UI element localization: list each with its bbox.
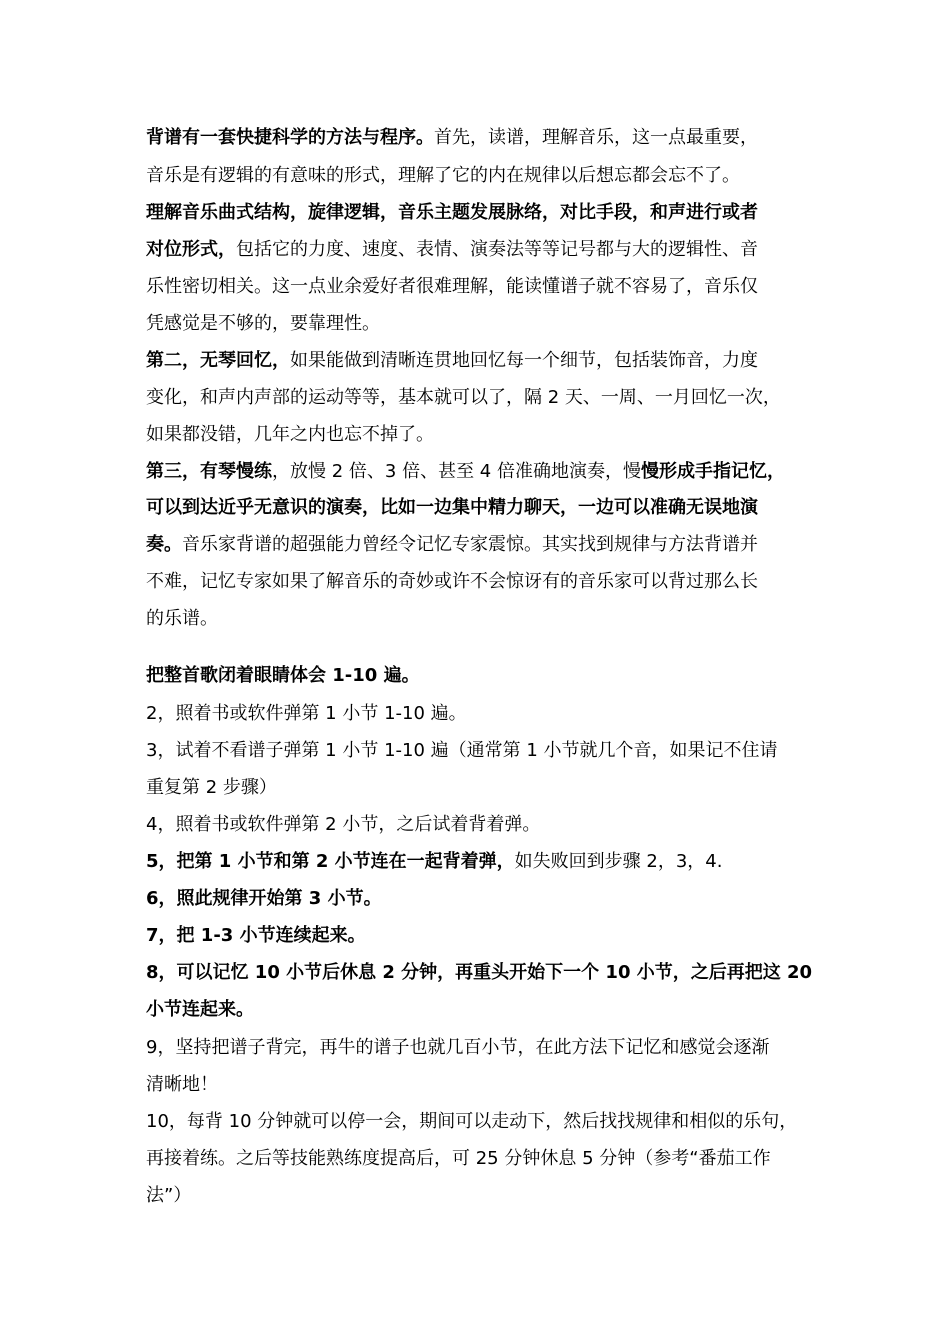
paragraph-line	[146, 533, 826, 557]
paragraph-line	[146, 349, 826, 373]
step-intro: 把整首歌闭着眼睛体会 1-10 遍。	[146, 665, 420, 686]
step-item-continued: 法”）	[146, 1185, 192, 1206]
bold-text: 对位形式，	[146, 239, 236, 260]
step-item-continued: 清晰地！	[146, 1074, 218, 1095]
step-item: 3，试着不看谱子弹第 1 小节 1-10 遍（通常第 1 小节就几个音，如果记不住请	[146, 740, 778, 761]
paragraph-line-bold: 理解音乐曲式结构，旋律逻辑，音乐主题发展脉络，对比手段，和声进行或者	[146, 202, 758, 223]
paragraph-line: 乐性密切相关。这一点业余爱好者很难理解，能读懂谱子就不容易了，音乐仅	[146, 276, 758, 297]
step-item	[146, 850, 826, 874]
bold-text: 第二，无琴回忆，	[146, 350, 290, 371]
step-item-bold: 7，把 1-3 小节连续起来。	[146, 925, 366, 946]
step-item-bold: 8，可以记忆 10 小节后休息 2 分钟，再重头开始下一个 10 小节，之后再把这 20	[146, 962, 813, 983]
body-text: 首先，读谱，理解音乐，这一点最重要，	[434, 127, 758, 148]
paragraph-line: 的乐谱。	[146, 608, 218, 629]
paragraph-line	[146, 460, 826, 484]
paragraph-line: 如果都没错，几年之内也忘不掉了。	[146, 424, 434, 445]
body-text: ，放慢 2 倍、3 倍、甚至 4 倍准确地演奏，慢	[272, 461, 641, 482]
paragraph-line: 变化，和声内声部的运动等等，基本就可以了，隔 2 天、一周、一月回忆一次，	[146, 387, 781, 408]
paragraph-line: 不难，记忆专家如果了解音乐的奇妙或许不会惊讶有的音乐家可以背过那么长	[146, 571, 758, 592]
step-item: 4，照着书或软件弹第 2 小节，之后试着背着弹。	[146, 814, 541, 835]
bold-text: 背谱有一套快捷科学的方法与程序。	[146, 127, 434, 148]
step-item-continued: 再接着练。之后等技能熟练度提高后，可 25 分钟休息 5 分钟（参考“番茄工作	[146, 1148, 771, 1169]
step-item: 9，坚持把谱子背完，再牛的谱子也就几百小节，在此方法下记忆和感觉会逐渐	[146, 1037, 770, 1058]
step-item-bold: 6，照此规律开始第 3 小节。	[146, 888, 382, 909]
step-item: 10，每背 10 分钟就可以停一会，期间可以走动下，然后找找规律和相似的乐句，	[146, 1111, 798, 1132]
bold-text: 奏。	[146, 534, 182, 555]
bold-text: 第三，有琴慢练	[146, 461, 272, 482]
body-text: 包括它的力度、速度、表情、演奏法等等记号都与大的逻辑性、音	[236, 239, 758, 260]
body-text: 如果能做到清晰连贯地回忆每一个细节，包括装饰音，力度	[290, 350, 758, 371]
paragraph-line	[146, 126, 826, 150]
paragraph-line-bold: 可以到达近乎无意识的演奏，比如一边集中精力聊天，一边可以准确无误地演	[146, 497, 758, 518]
paragraph-line: 凭感觉是不够的，要靠理性。	[146, 313, 380, 334]
body-text: 音乐家背谱的超强能力曾经令记忆专家震惊。其实找到规律与方法背谱并	[182, 534, 758, 555]
step-item-continued: 重复第 2 步骤）	[146, 777, 277, 798]
paragraph-line: 音乐是有逻辑的有意味的形式，理解了它的内在规律以后想忘都会忘不了。	[146, 165, 740, 186]
step-item: 2，照着书或软件弹第 1 小节 1-10 遍。	[146, 703, 467, 724]
bold-text: 慢形成手指记忆，	[640, 461, 785, 482]
step-item-bold-continued: 小节连起来。	[146, 999, 254, 1020]
body-text: 如失败回到步骤 2，3，4.	[514, 851, 723, 872]
paragraph-line	[146, 238, 826, 262]
bold-text: 5，把第 1 小节和第 2 小节连在一起背着弹，	[146, 851, 515, 872]
